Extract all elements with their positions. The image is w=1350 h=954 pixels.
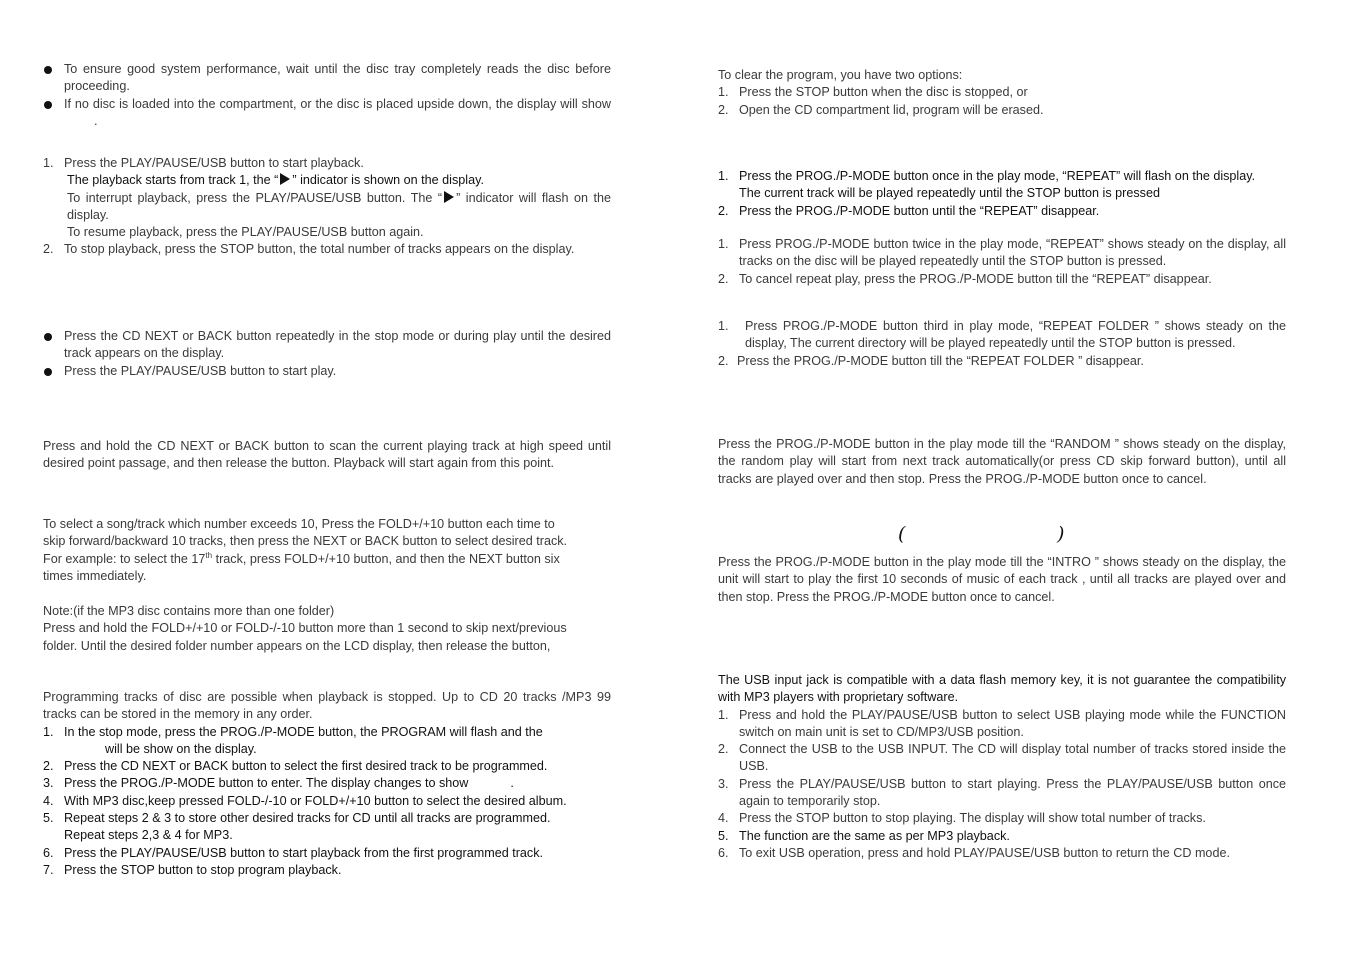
list-item: 3. Press the PLAY/PAUSE/USB button to start playing. Press the PLAY/PAUSE/USB button once again to temporarily stop. <box>718 776 1286 809</box>
repeat-one-section: 1. Press the PROG./P-MODE button once in the play mode, “REPEAT” will flash on the display. The current track will be played repeatedly until the STOP button is pressed 2. Press the PROG./P-MODE button until the “REPEAT” disappear. <box>718 168 1286 220</box>
intro-paragraph: Press the PROG./P-MODE button in the play mode till the “INTRO ” shows steady on the display, the unit will start to play the first 10 seconds of music of each track , until all tracks are played over and then stop. Press the PROG./P-MODE button once to cancel. <box>718 555 1286 604</box>
scan-paragraph: Press and hold the CD NEXT or BACK button to scan the current playing track at high speed until desired point passage, and then release the button. Playback will start again from this point. <box>43 439 611 471</box>
intro-section <box>43 61 611 130</box>
list-item: 6. To exit USB operation, press and hold PLAY/PAUSE/USB button to return the CD mode. <box>718 845 1230 860</box>
list-item: 1. Press the STOP button when the disc is stopped, or <box>718 85 1028 100</box>
list-item: 1. Press and hold the PLAY/PAUSE/USB button to select USB playing mode while the FUNCTION switch on main unit is set to CD/MP3/USB position. <box>718 707 1286 739</box>
list-item: If no disc is loaded into the compartment, or the disc is placed upside down, the display will show. <box>43 96 611 131</box>
repeat-all-section <box>718 236 1286 288</box>
repeat-folder-section <box>718 318 1286 370</box>
heading-paren-open: ( <box>898 523 906 545</box>
list-item: Press the PLAY/PAUSE/USB button to start play. <box>43 363 611 380</box>
playback-line: To interrupt playback, press the PLAY/PAUSE/USB button. The “ ” indicator will flash on the display. <box>67 190 611 222</box>
list-item: 1. Press PROG./P-MODE button third in play mode, “REPEAT FOLDER ” shows steady on the display, The current directory will be played repeatedly until the STOP button is pressed. <box>718 319 1286 351</box>
list-item: 2. To stop playback, press the STOP button, the total number of tracks appears on the display. <box>43 242 575 257</box>
list-item: 2. Press the CD NEXT or BACK button to select the first desired track to be programmed. <box>43 759 548 774</box>
list-item: 2. Open the CD compartment lid, program will be erased. <box>718 102 1044 117</box>
bullet-icon <box>44 368 52 376</box>
list-item: 2. Press the PROG./P-MODE button till the “REPEAT FOLDER ” disappear. <box>718 353 1144 368</box>
note-paragraph: Note:(if the MP3 disc contains more than one folder) Press and hold the FOLD+/+10 or FOLD-/-10 button more than 1 second to skip next/previous folder. Until the desired folder number appears on the LCD display, then release the button, <box>43 604 567 653</box>
playback-section <box>43 155 611 259</box>
list-item: 1. Press the PROG./P-MODE button once in the play mode, “REPEAT” will flash on the display. <box>718 169 1256 183</box>
usb-section: The USB input jack is compatible with a data flash memory key, it is not guarantee the compatibility with MP3 players with proprietary software. 1. Press and hold the PLAY/PAUSE/USB button to select USB playing mode while the FUNCTION switch on main unit is set to CD/MP3/USB position. 2. Connect the USB to the USB INPUT. The CD will display total number of tracks stored inside the USB. 3. Press the PLAY/PAUSE/USB button to start playing. Press the PLAY/PAUSE/USB button once again to temporarily stop. 4. Press the STOP button to stop playing. The display will show total number of tracks. 5. The function are the same as per MP3 playback. 6. To exit USB operation, press and hold PLAY/PAUSE/USB button to return the CD mode. <box>718 672 1286 862</box>
list-item: 4. Press the STOP button to stop playing. The display will show total number of tracks. <box>718 811 1206 826</box>
bullet-icon <box>44 101 52 109</box>
list-item: 4. With MP3 disc,keep pressed FOLD-/-10 or FOLD+/+10 button to select the desired album. <box>43 793 567 808</box>
list-item: 3. Press the PROG./P-MODE button to enter. The display changes to show . <box>43 776 514 791</box>
random-paragraph: Press the PROG./P-MODE button in the play mode till the “RANDOM ” shows steady on the display, the random play will start from next track automatically(or press CD skip forward button), until all tracks are played over and then stop. Press the PROG./P-MODE button once to cancel. <box>718 437 1286 486</box>
bullet-icon <box>44 333 52 341</box>
playback-line: The playback starts from track 1, the “ ” indicator is shown on the display. <box>67 173 484 188</box>
playback-line: To resume playback, press the PLAY/PAUSE/USB button again. <box>67 225 424 240</box>
list-item: Press the CD NEXT or BACK button repeatedly in the stop mode or during play until the desired track appears on the display. <box>43 328 611 363</box>
play-indicator-icon <box>280 173 290 185</box>
list-item: 1. Press the PLAY/PAUSE/USB button to start playback. <box>43 156 364 170</box>
heading-paren-close: ) <box>1057 523 1065 545</box>
list-item: 2. To cancel repeat play, press the PROG./P-MODE button till the “REPEAT” disappear. <box>718 271 1212 286</box>
list-item: 1. Press PROG./P-MODE button twice in the play mode, “REPEAT” shows steady on the display, all tracks on the disc will be played repeatedly until the STOP button is pressed. <box>718 237 1286 269</box>
list-item: To ensure good system performance, wait until the disc tray completely reads the disc before proceeding. <box>43 61 611 96</box>
list-item: 2. Press the PROG./P-MODE button until the “REPEAT” disappear. <box>718 203 1100 218</box>
list-item: 7. Press the STOP button to stop program playback. <box>43 862 342 877</box>
program-section: Programming tracks of disc are possible when playback is stopped. Up to CD 20 tracks /MP3 99 tracks can be stored in the memory in any order. 1. In the stop mode, press the PROG./P-MODE button, the PROGRAM will flash and the will be show on the display. 2. Press the CD NEXT or BACK button to select the first desired track to be programmed. 3. Press the PROG./P-MODE button to enter. The display changes to show . 4. With MP3 disc,keep pressed FOLD-/-10 or FOLD+/+10 button to select the desired album. 5. Repeat steps 2 & 3 to store other desired tracks for CD until all tracks are programmed. Repeat steps 2,3 & 4 for MP3. 6. Press the PLAY/PAUSE/USB button to start playback from the first programmed track. 7. Press the STOP button to stop program playback. <box>43 689 611 879</box>
list-item: 5. The function are the same as per MP3 playback. <box>718 828 1010 843</box>
fold-paragraph: To select a song/track which number exceeds 10, Press the FOLD+/+10 button each time to skip forward/backward 10 tracks, then press the NEXT or BACK button to select desired track. For example: to select the 17th track, press FOLD+/+10 button, and then the NEXT button six times immediately. <box>43 517 568 583</box>
bullet-icon <box>44 66 52 74</box>
list-item: 2. Connect the USB to the USB INPUT. The CD will display total number of tracks stored inside the USB. <box>718 742 1286 774</box>
clear-program-section: To clear the program, you have two options: 1. Press the STOP button when the disc is stopped, or 2. Open the CD compartment lid, program will be erased. <box>718 67 1286 119</box>
list-item: 5. Repeat steps 2 & 3 to store other desired tracks for CD until all tracks are programmed. <box>43 811 551 826</box>
list-item: 1. In the stop mode, press the PROG./P-MODE button, the PROGRAM will flash and the <box>43 724 543 739</box>
skip-section <box>43 328 611 380</box>
play-indicator-icon <box>444 191 454 203</box>
list-item: 6. Press the PLAY/PAUSE/USB button to start playback from the first programmed track. <box>43 845 543 860</box>
